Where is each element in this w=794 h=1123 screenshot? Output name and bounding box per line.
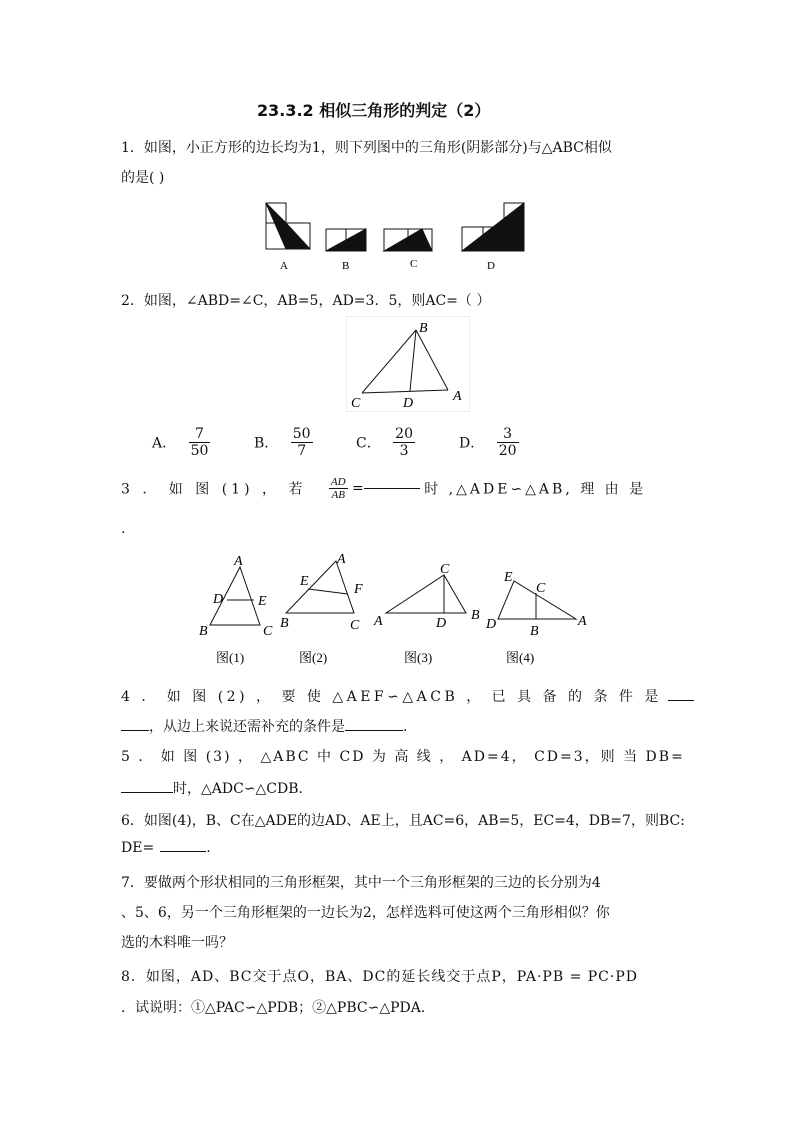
q7-line3: 选的木料唯一吗？ xyxy=(121,935,233,951)
q2-option-b: B． $\frac{50}{7}$ xyxy=(254,426,311,459)
q1-figure-c xyxy=(384,229,432,251)
q5-line1: 5 ． 如 图 (3) ， △ABC 中 CD 为 高 线 ， AD=4， CD=3，则 当 DB= xyxy=(121,749,685,765)
q2-label-d: D xyxy=(403,396,414,411)
q1-figure-b xyxy=(326,229,366,251)
q2-figure xyxy=(346,316,470,412)
svg-text:A: A xyxy=(374,614,383,629)
q4-line1: 4 ． 如 图 (2) ， 要 使 △AEF∽△ACB ， 已 具 备 的 条 件 是 xyxy=(121,686,694,706)
svg-text:E: E xyxy=(300,574,309,589)
caption-fig2: 图(2) xyxy=(299,650,328,665)
q1-figure-d xyxy=(462,203,524,251)
q2-text: 2．如图，∠ABD=∠C，AB=5，AD=3．5，则AC=（ ） xyxy=(121,293,491,309)
svg-text:B: B xyxy=(530,624,539,639)
q3-line2: . xyxy=(121,521,126,537)
q5-line2: 时，△ADC∽△CDB. xyxy=(121,778,303,798)
q2-option-c: C． $\frac{20}{3}$ xyxy=(356,426,413,459)
q2-label-b: B xyxy=(419,321,428,336)
svg-text:A: A xyxy=(234,554,243,569)
caption-fig4: 图(4) xyxy=(506,650,535,665)
q2-option-d: D． $\frac{3}{20}$ xyxy=(459,426,517,459)
svg-text:D: D xyxy=(213,592,224,607)
q6-line1: 6．如图(4)，B、C在△ADE的边AD、AE上，且AC=6，AB=5，EC=4，DB=7，则BC: xyxy=(121,813,685,829)
q3-line1: 3 ． 如 图 (1) ， 若 $\frac{AD}{AB}$ = 时 ,△ADE∽△AB, 理 由 是 xyxy=(121,476,647,501)
page-title: 23.3.2 相似三角形的判定（2） xyxy=(257,101,491,120)
q2-option-a: A． $\frac{7}{50}$ xyxy=(152,426,209,459)
svg-text:B: B xyxy=(280,616,289,631)
svg-text:E: E xyxy=(504,570,513,585)
q1-line2: 的是( ) xyxy=(121,170,165,186)
q7-line1: 7．要做两个形状相同的三角形框架，其中一个三角形框架的三边的长分别为4 xyxy=(121,875,601,891)
svg-text:D: D xyxy=(486,617,497,632)
svg-text:B: B xyxy=(199,624,208,639)
q4-line2: ，从边上来说还需补充的条件是 . xyxy=(121,716,407,736)
q7-line2: 、5、6，另一个三角形框架的一边长为2，怎样选料可使这两个三角形相似？你 xyxy=(121,905,610,921)
q1-label-a: A xyxy=(280,260,288,272)
svg-text:C: C xyxy=(536,581,546,596)
figure-2 xyxy=(286,561,354,613)
svg-text:D: D xyxy=(436,616,447,631)
q8-line2: ．试说明：①△PAC∽△PDB；②△PBC∽△PDA. xyxy=(121,1000,426,1016)
figure-3 xyxy=(386,575,466,613)
figures-1-4 xyxy=(196,547,606,675)
q2-label-c: C xyxy=(351,396,361,411)
svg-text:C: C xyxy=(350,618,360,633)
svg-text:C: C xyxy=(440,562,450,577)
q2-label-a: A xyxy=(453,389,462,404)
svg-text:C: C xyxy=(263,624,273,639)
q1-label-b: B xyxy=(342,260,350,272)
svg-text:F: F xyxy=(354,582,363,597)
svg-text:B: B xyxy=(471,608,480,623)
svg-text:A: A xyxy=(578,614,587,629)
q1-label-d: D xyxy=(487,260,495,272)
q1-figures xyxy=(262,197,532,275)
svg-text:E: E xyxy=(258,594,267,609)
q1-line1: 1．如图，小正方形的边长均为1，则下列图中的三角形(阴影部分)与△ABC相似 xyxy=(121,140,612,156)
q1-label-c: C xyxy=(410,258,418,270)
q1-figure-a xyxy=(266,203,310,249)
caption-fig1: 图(1) xyxy=(216,650,245,665)
svg-text:A: A xyxy=(337,552,346,567)
q6-line2: DE= . xyxy=(121,840,211,856)
caption-fig3: 图(3) xyxy=(404,650,433,665)
q8-line1: 8．如图，AD、BC交于点O，BA、DC的延长线交于点P，PA·PB = PC·PD xyxy=(121,969,638,985)
